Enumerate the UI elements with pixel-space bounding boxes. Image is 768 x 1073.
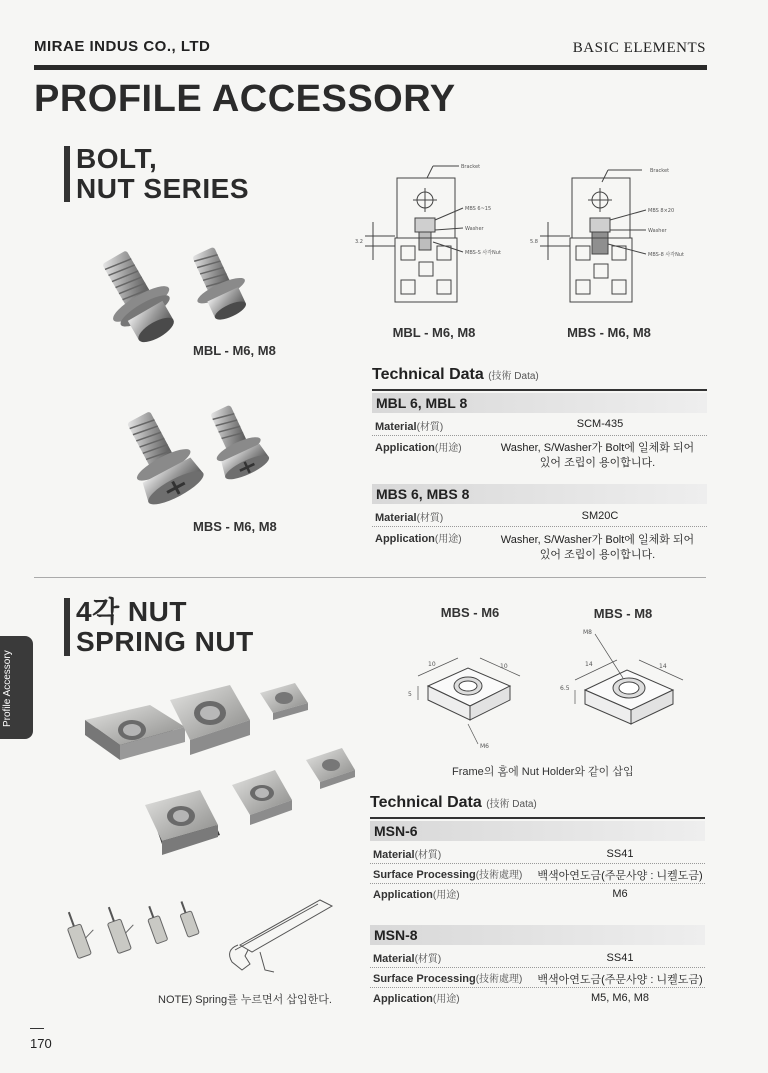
diagram-label-m8: MBS - M8 [593, 606, 653, 621]
company-name: MIRAE INDUS CO., LTD [34, 38, 211, 55]
dim-label: M6 [480, 743, 489, 750]
tech-data-title: Technical Data [372, 366, 484, 383]
row-value-surface: 백색아연도금(주문사양 : 니켈도금) [537, 974, 703, 986]
tech-data-heading [372, 366, 539, 384]
tech-data-heading [370, 794, 537, 812]
mbl-bolt-photo [95, 230, 270, 355]
page-number-rule [30, 1028, 44, 1029]
category-label: BASIC ELEMENTS [572, 40, 706, 56]
row-value-material: SS41 [606, 952, 634, 964]
spring-nut-photo [60, 890, 340, 990]
dim-label: 6.5 [560, 685, 570, 692]
model-band-mbs: MBS 6, MBS 8 [372, 484, 707, 504]
row-value-application: Washer, S/Washer가 Bolt에 일체화 되어 [500, 534, 695, 546]
tech-data-title: Technical Data [370, 794, 482, 811]
model-band-mbl: MBL 6, MBL 8 [372, 393, 707, 413]
row-label-material: Material(材質) [375, 512, 444, 524]
photo-caption-mbs: MBS - M6, M8 [193, 519, 277, 534]
row-value-application: M5, M6, M8 [590, 992, 650, 1004]
row-label-application: Application(用途) [375, 533, 462, 545]
section-title-spring-nut [76, 597, 254, 657]
row-label-surface: Surface Processing(技術處理) [373, 869, 523, 881]
square-nut-photo [80, 675, 365, 875]
row-value-material: SCM-435 [576, 418, 624, 430]
side-tab-label: Profile Accessory [2, 650, 13, 727]
row-label-application: Application(用途) [375, 442, 462, 454]
row-divider [372, 435, 707, 436]
tech-data-rule [370, 817, 705, 819]
section-title-line: SPRING NUT [76, 626, 254, 657]
model-band-msn6: MSN-6 [370, 821, 705, 841]
row-divider [372, 526, 707, 527]
row-divider [370, 863, 705, 864]
dim-label: 14 [659, 663, 667, 670]
callout-nut: MBS-8 사각Nut [648, 252, 684, 258]
header-rule [34, 65, 707, 70]
tech-data-subtitle: (技術 Data) [486, 799, 537, 810]
diagram-note: Frame의 홈에 Nut Holder와 같이 삽입 [452, 766, 634, 778]
dim-label: 10 [500, 663, 508, 670]
page-title: PROFILE ACCESSORY [34, 78, 456, 120]
callout-washer: Washer [465, 226, 484, 232]
tech-data-rule [372, 389, 707, 391]
callout-bracket: Bracket [650, 168, 670, 174]
spring-note: NOTE) Spring를 누르면서 삽입한다. [158, 994, 332, 1006]
row-label-surface: Surface Processing(技術處理) [373, 973, 523, 985]
photo-caption-mbl: MBL - M6, M8 [193, 343, 276, 358]
callout-bolt: MBS 8×20 [648, 208, 675, 214]
section-marker [64, 598, 70, 656]
callout-washer: Washer [648, 228, 667, 234]
section-marker [64, 146, 70, 202]
section-title-bolt-nut [76, 144, 249, 204]
callout-bracket: Bracket [461, 164, 481, 170]
row-value-application-line2: 있어 조립이 용이합니다. [539, 457, 656, 469]
row-value-material: SS41 [606, 848, 634, 860]
mbl-assembly-diagram [355, 160, 515, 310]
mbs-bolt-photo [120, 400, 280, 515]
dimension-label: 3.2 [355, 239, 363, 245]
row-divider [370, 883, 705, 884]
tech-data-subtitle: (技術 Data) [488, 371, 539, 382]
row-value-application-line2: 있어 조립이 용이합니다. [539, 549, 656, 561]
section-title-line: 4각 NUT [76, 596, 187, 627]
model-band-msn8: MSN-8 [370, 925, 705, 945]
page-number: 170 [30, 1036, 52, 1051]
row-value-application: Washer, S/Washer가 Bolt에 일체화 되어 [500, 442, 695, 454]
row-label-material: Material(材質) [375, 421, 444, 433]
callout-bolt: MBS 6~15 [465, 206, 492, 212]
row-label-application: Application(用途) [373, 993, 460, 1005]
section-title-line: BOLT, [76, 143, 158, 174]
row-value-surface: 백색아연도금(주문사양 : 니켈도금) [537, 870, 703, 882]
row-value-application: M6 [612, 888, 628, 900]
msn6-diagram [400, 628, 540, 753]
row-label-material: Material(材質) [373, 953, 442, 965]
section-divider [34, 577, 706, 578]
mbs-assembly-diagram [530, 160, 700, 310]
dim-label: M8 [583, 629, 592, 636]
diagram-label-mbl: MBL - M6, M8 [392, 325, 476, 340]
side-tab [0, 636, 33, 739]
section-title-line: NUT SERIES [76, 173, 250, 204]
row-label-application: Application(用途) [373, 889, 460, 901]
row-value-material: SM20C [581, 510, 619, 522]
row-label-material: Material(材質) [373, 849, 442, 861]
msn8-diagram [555, 620, 705, 735]
dim-label: 10 [428, 661, 436, 668]
dim-label: 14 [585, 661, 593, 668]
diagram-label-mbs: MBS - M6, M8 [567, 325, 651, 340]
diagram-label-m6: MBS - M6 [440, 605, 500, 620]
dimension-label: 5.8 [530, 239, 538, 245]
callout-nut: MBS-S 사각Nut [465, 250, 501, 256]
row-divider [370, 967, 705, 968]
dim-label: 5 [408, 691, 412, 698]
row-divider [370, 987, 705, 988]
